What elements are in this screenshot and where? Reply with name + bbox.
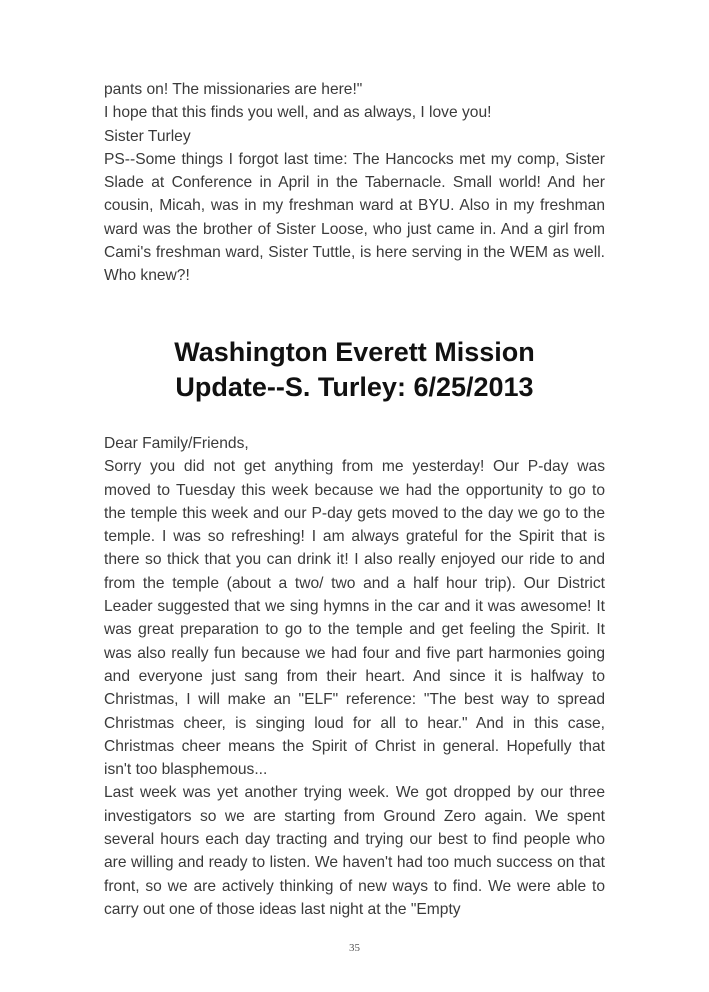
page-number: 35 [349, 942, 360, 954]
letter-paragraph: Last week was yet another trying week. We got dropped by our three investigators so we are starting from Ground Zero again. We spent several hours each day tracting and trying our best to find people who are willing and ready to listen. We haven't had too much success on that front, so we are actively thinking of new ways to find. We were able to carry out one of those ideas last night at the "Empty [104, 784, 605, 918]
heading-line-1: Washington Everett Mission [174, 337, 535, 367]
section-heading [104, 335, 605, 405]
closing-line: pants on! The missionaries are here!" [104, 81, 363, 98]
letter-greeting: Dear Family/Friends, [104, 435, 249, 452]
heading-line-2: Update--S. Turley: 6/25/2013 [175, 372, 534, 402]
document-page [104, 78, 605, 918]
signature: Sister Turley [104, 127, 191, 145]
letter-body [104, 432, 605, 921]
postscript-paragraph: PS--Some things I forgot last time: The Hancocks met my comp, Sister Slade at Conference in April in the Tabernacle. Small world! And her cousin, Micah, was in my freshman ward at BYU. Also in my freshman ward was the brother of Sister Loose, who just came in. And a girl from Cami's freshman ward, Sister Tuttle, is here serving in the WEM as well. Who knew?! [104, 150, 605, 285]
closing-wish: I hope that this finds you well, and as always, I love you! [104, 104, 492, 122]
letter-paragraph: Sorry you did not get anything from me yesterday! Our P-day was moved to Tuesday this week because we had the opportunity to go to the temple this week and our P-day gets moved to the day we go to the temple. I was so refreshing! I am always grateful for the Spirit that is there so thick that you can drink it! I also really enjoyed our ride to and from the temple (about a two/ two and a half hour trip). Our District Leader suggested that we sing hymns in the car and it was awesome! It was great preparation to go to the temple and get feeling the Spirit. It was also really fun because we had four and five part harmonies going and everyone just sang from their heart. And since it is halfway to Christmas, I will make an "ELF" reference: "The best way to spread Christmas cheer, is singing loud for all to hear." And in this case, Christmas cheer means the Spirit of Christ in general. Hopefully that isn't too blasphemous... [104, 458, 605, 779]
